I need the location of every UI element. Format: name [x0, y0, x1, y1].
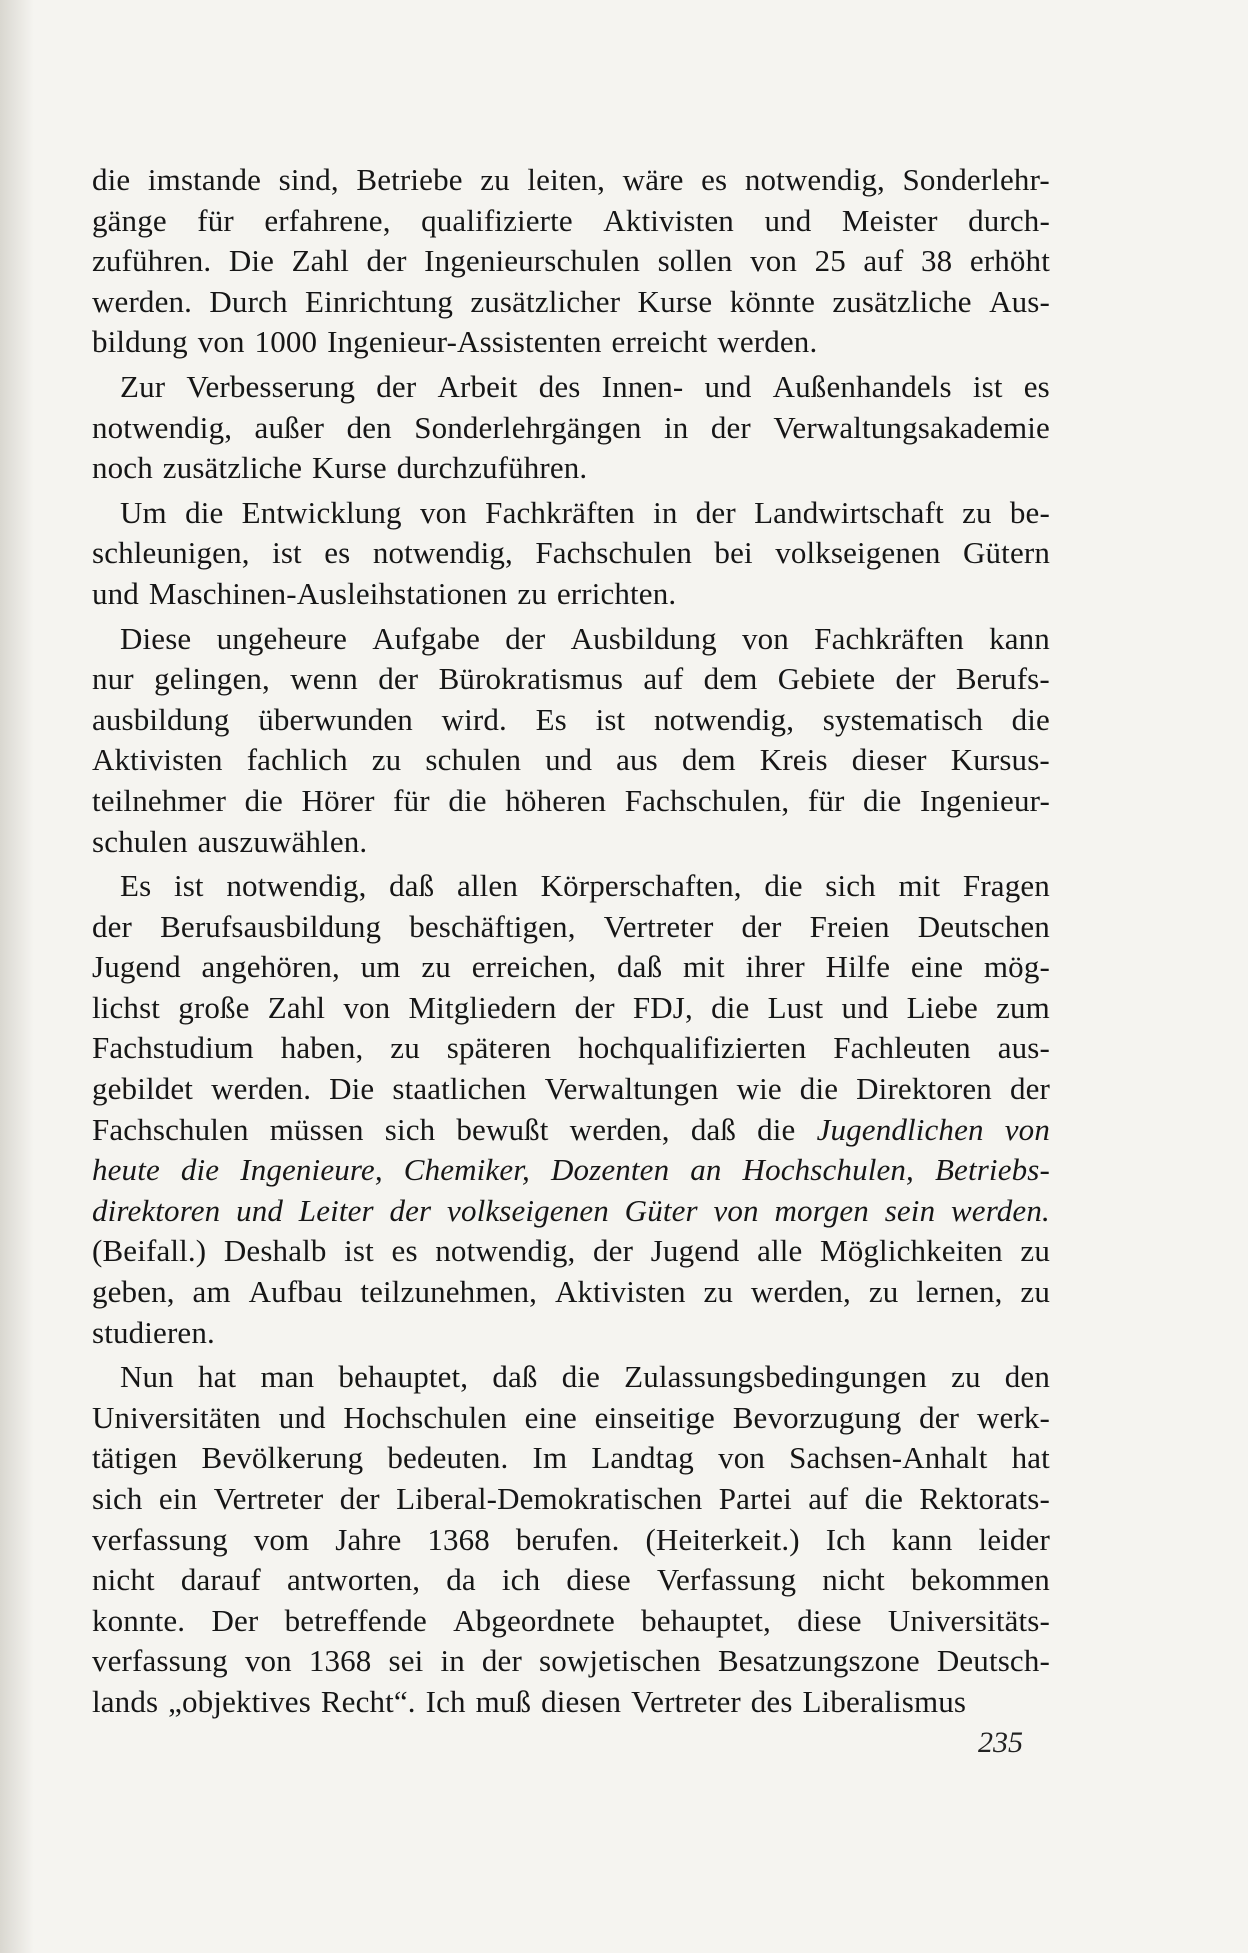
text-line: Es ist notwendig, daß allen Körperschaften, die sich mit Fragen	[120, 868, 1050, 904]
paragraph	[92, 493, 1050, 615]
text-line: notwendig, außer den Sonderlehrgängen in der Verwaltungsakademie	[92, 409, 1050, 445]
text-line: lands „objektives Recht“. Ich muß diesen Vertreter des Liberalismus	[92, 1683, 967, 1719]
text-line: werden. Durch Einrichtung zusätzlicher Kurse könnte zusätzliche Aus-	[92, 283, 1050, 319]
text-line: ausbildung überwunden wird. Es ist notwendig, systematisch die	[92, 701, 1050, 737]
text-line: (Beifall.) Deshalb ist es notwendig, der Jugend alle Möglichkeiten zu	[92, 1233, 1050, 1269]
text-line: lichst große Zahl von Mitgliedern der FDJ, die Lust und Liebe zum	[92, 989, 1050, 1025]
text-line: Fachstudium haben, zu späteren hochqualifizierten Fachleuten aus-	[92, 1030, 1050, 1066]
text-line: Jugend angehören, um zu erreichen, daß mit ihrer Hilfe eine mög-	[92, 949, 1050, 985]
text-line: der Berufsausbildung beschäftigen, Vertreter der Freien Deutschen	[92, 908, 1050, 944]
text-line: Aktivisten fachlich zu schulen und aus dem Kreis dieser Kursus-	[92, 742, 1050, 778]
text-line: Fachschulen müssen sich bewußt werden, daß die Jugendlichen von	[92, 1111, 1050, 1147]
text-line: zuführen. Die Zahl der Ingenieurschulen sollen von 25 auf 38 erhöht	[92, 243, 1050, 279]
text-line: gebildet werden. Die staatlichen Verwaltungen wie die Direktoren der	[92, 1071, 1050, 1107]
paragraph	[92, 619, 1050, 863]
text-line: die imstande sind, Betriebe zu leiten, wäre es notwendig, Sonderlehr-	[92, 162, 1050, 197]
text-line: Universitäten und Hochschulen eine einseitige Bevorzugung der werk-	[92, 1399, 1050, 1435]
text-line: sich ein Vertreter der Liberal-Demokratischen Partei auf die Rektorats-	[92, 1481, 1050, 1516]
text-line: Zur Verbesserung der Arbeit des Innen- und Außenhandels ist es	[120, 368, 1050, 404]
text-line: heute die Ingenieure, Chemiker, Dozenten an Hochschulen, Betriebs-	[92, 1152, 1050, 1188]
paragraph	[92, 1357, 1050, 1722]
text-line: Diese ungeheure Aufgabe der Ausbildung von Fachkräften kann	[120, 620, 1050, 656]
text-line: teilnehmer die Hörer für die höheren Fachschulen, für die Ingenieur-	[92, 782, 1050, 818]
text-line: geben, am Aufbau teilzunehmen, Aktivisten zu werden, zu lernen, zu	[92, 1274, 1050, 1310]
text-line: noch zusätzliche Kurse durchzuführen.	[92, 450, 588, 486]
paragraph	[92, 160, 1050, 363]
text-line: Um die Entwicklung von Fachkräften in der Landwirtschaft zu be-	[120, 494, 1050, 530]
paragraph	[92, 367, 1050, 489]
text-line: direktoren und Leiter der volkseigenen Güter von morgen sein werden.	[92, 1192, 1050, 1228]
text-line: schulen auszuwählen.	[92, 823, 368, 859]
page-number: 235	[978, 1726, 1023, 1759]
text-line: gänge für erfahrene, qualifizierte Aktivisten und Meister durch-	[92, 202, 1050, 238]
text-line: bildung von 1000 Ingenieur-Assistenten erreicht werden.	[92, 324, 818, 360]
text-line: nicht darauf antworten, da ich diese Verfassung nicht bekommen	[92, 1562, 1050, 1598]
text-line: tätigen Bevölkerung bedeuten. Im Landtag von Sachsen-Anhalt hat	[92, 1440, 1050, 1476]
paragraph	[92, 866, 1050, 1353]
text-line: studieren.	[92, 1314, 215, 1350]
text-line: verfassung von 1368 sei in der sowjetischen Besatzungszone Deutsch-	[92, 1643, 1050, 1679]
text-line: verfassung vom Jahre 1368 berufen. (Heiterkeit.) Ich kann leider	[92, 1521, 1050, 1557]
text-line: Nun hat man behauptet, daß die Zulassungsbedingungen zu den	[120, 1359, 1050, 1395]
text-line: nur gelingen, wenn der Bürokratismus auf dem Gebiete der Berufs-	[92, 661, 1050, 697]
text-line: schleunigen, ist es notwendig, Fachschulen bei volkseigenen Gütern	[92, 535, 1050, 571]
text-line: konnte. Der betreffende Abgeordnete behauptet, diese Universitäts-	[92, 1602, 1050, 1638]
text-line: und Maschinen-Ausleihstationen zu errichten.	[92, 575, 677, 611]
body-text	[92, 160, 1050, 1723]
